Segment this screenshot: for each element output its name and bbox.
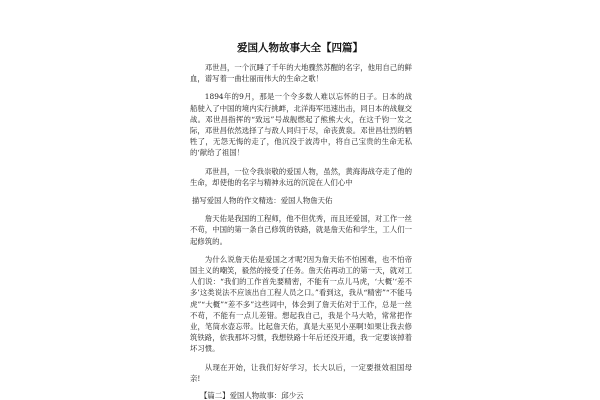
section-heading: 【篇二】爱国人物故事：邱少云 (200, 391, 304, 400)
paragraph: 从现在开始，让我们好好学习，长大以后，一定要报效祖国母亲! (190, 362, 412, 383)
paragraph: 詹天佑是我国的工程师，他不但优秀，而且还爱国，对工作一丝不苟，中国的第一条自己修筑的铁路，就是詹天佑和学生，工人们一起修筑的。 (190, 214, 412, 246)
paragraph: 1894年的9月，那是一个令多数人难以忘怀的日子。日本的战船驶入了中国的境内实行挑衅，北洋海军迅速出击，同日本的战舰交战。邓世昌指挥的“致远”号战舰燃起了熊熊大火，在这千钧一发之际，邓世昌依然选择了与敌人同归于尽，命丧黄泉。邓世昌壮烈的牺牲了，无怨无悔的走了，他沉没于波涛中，将自己宝贵的生命无私的‘献给了祖国！ (190, 92, 412, 158)
document-body (190, 62, 412, 400)
paragraph: 邓世昌，一位令我崇敬的爱国人物，虽然，黄海海战夺走了他的生命，却使他的名字与精神永远的沉淀在人们心中 (190, 166, 412, 187)
paragraph: 邓世昌，一个沉睡了千年的大地骤然苏醒的名字，他用自己的鲜血，谱写着一曲壮丽而伟大的生命之歌！ (190, 63, 412, 84)
document-title: 爱国人物故事大全【四篇】 (237, 42, 363, 54)
subheading: 描写爱国人物的作文精选：爱国人物詹天佑 (192, 196, 333, 206)
paragraph: 为什么说詹天佑是爱国之才呢?因为詹天佑不怕困难，也不怕帝国主义的嘲笑，毅然的接受了任务。詹天佑再动工的第一天，就对工人们说：“我们的工作首先要精密，不能有一点儿马虎，‘大概’‘差不多’这类说法不应该出自工程人员之口。”看到这，我从“精密”“不能马虎”“大概”“差不多”这些词中，体会到了詹天佑对于工作，总是一丝不苟，不能有一点儿差错。想起我自己，我是个马大哈，常常把作业，笔筒水壶忘带。比起詹天佑，真是大巫见小巫啊!如果让我去修筑铁路，依我那坏习惯，我想铁路十年后还没开通，我一定要该掉着坏习惯。 (190, 254, 412, 354)
